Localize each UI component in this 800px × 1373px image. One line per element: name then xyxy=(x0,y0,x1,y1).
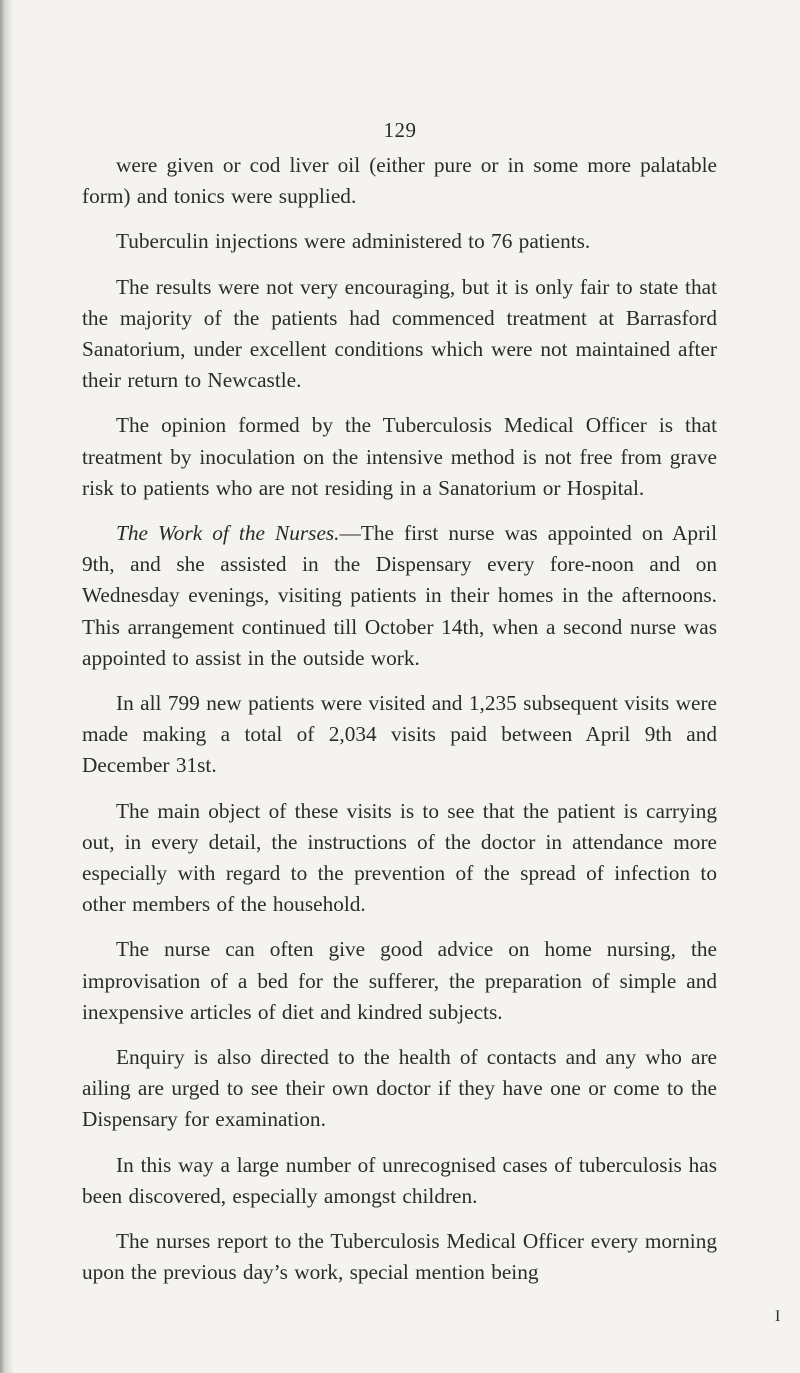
page-binding-edge xyxy=(0,0,14,1373)
paragraph-main-object: The main object of these visits is to see that the patient is carrying out, in every detail, the instructions of the doctor in attendance more especially with regard to the prevention of the spread of infection to other members of the household. xyxy=(82,798,717,917)
body-text xyxy=(82,150,717,1303)
paragraph-work-of-nurses-text: —The first nurse was appointed on April 9th, and she assisted in the Dispensary every fore-noon and on Wednesday evenings, visiting patients in their homes in the afternoons. This arrangement continued till October 14th, when a second nurse was appointed to assist in the outside work. xyxy=(82,521,717,670)
page-number: 129 xyxy=(383,118,417,142)
paragraph-results: The results were not very encouraging, but it is only fair to state that the majority of the patients had commenced treatment at Barrasford Sanatorium, under excellent conditions which were not maintained after their return to Newcastle. xyxy=(82,274,717,393)
paragraph-unrecognised-cases: In this way a large number of unrecognised cases of tuberculosis has been discovered, especially amongst children. xyxy=(82,1152,717,1208)
paragraph-work-of-nurses xyxy=(82,518,717,674)
paragraph-visits-total: In all 799 new patients were visited and 1,235 subsequent visits were made making a total of 2,034 visits paid between April 9th and December 31st. xyxy=(82,691,717,778)
section-heading-work-of-nurses: The Work of the Nurses. xyxy=(116,521,340,546)
paragraph-opinion: The opinion formed by the Tuberculosis Medical Officer is that treatment by inoculation on the intensive method is not free from grave risk to patients who are not residing in a Sanatorium or Hospital. xyxy=(82,413,717,500)
paragraph-cod-liver-oil: were given or cod liver oil (either pure or in some more palatable form) and tonics were supplied. xyxy=(82,153,717,209)
paragraph-enquiry: Enquiry is also directed to the health of contacts and any who are ailing are urged to see their own doctor if they have one or come to the Dispensary for examination. xyxy=(82,1045,717,1132)
paragraph-home-nursing: The nurse can often give good advice on home nursing, the improvisation of a bed for the sufferer, the preparation of simple and inexpensive articles of diet and kindred subjects. xyxy=(82,937,717,1024)
paragraph-tuberculin-injections: Tuberculin injections were administered to 76 patients. xyxy=(116,229,591,254)
signature-mark: I xyxy=(775,1308,781,1325)
paragraph-nurses-report: The nurses report to the Tuberculosis Medical Officer every morning upon the previous day’s work, special mention being xyxy=(82,1229,717,1285)
